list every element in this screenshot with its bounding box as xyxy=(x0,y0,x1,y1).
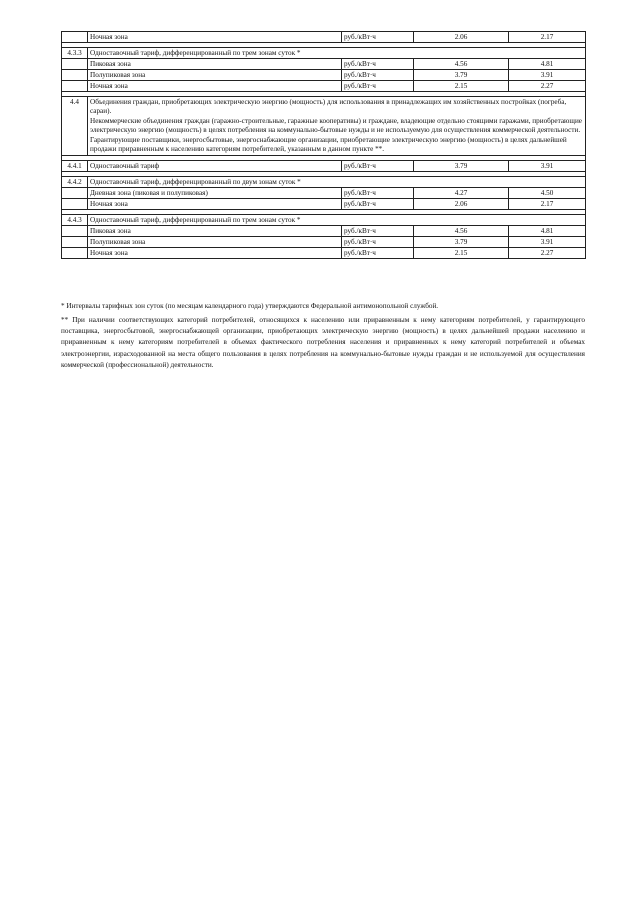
row-value-first-half: 3.79 xyxy=(414,161,509,172)
row-number xyxy=(62,70,88,81)
tariff-table xyxy=(61,31,586,259)
row-description: Одноставочный тариф xyxy=(88,161,342,172)
row-value-second-half: 2.17 xyxy=(509,32,586,43)
row-value-first-half: 3.79 xyxy=(414,237,509,248)
row-number xyxy=(62,226,88,237)
row-description: Одноставочный тариф, дифференцированный по трем зонам суток * xyxy=(88,215,586,226)
row-value-second-half: 3.91 xyxy=(509,70,586,81)
table-row xyxy=(62,237,586,248)
group-paragraph: Объединения граждан, приобретающих электрическую энергию (мощность) для использования в принадлежащих им хозяйственных постройках (погреба, сараи). xyxy=(90,97,567,115)
row-value-second-half: 2.27 xyxy=(509,248,586,259)
row-description: Ночная зона xyxy=(88,81,342,92)
row-number xyxy=(62,59,88,70)
table-row xyxy=(62,81,586,92)
row-description: Одноставочный тариф, дифференцированный по двум зонам суток * xyxy=(88,177,586,188)
row-value-first-half: 2.06 xyxy=(414,32,509,43)
row-value-first-half: 4.56 xyxy=(414,226,509,237)
row-description: Дневная зона (пиковая и полупиковая) xyxy=(88,188,342,199)
row-unit: руб./кВт·ч xyxy=(342,237,414,248)
row-unit: руб./кВт·ч xyxy=(342,59,414,70)
row-number xyxy=(62,237,88,248)
row-number: 4.4.1 xyxy=(62,161,88,172)
table-row xyxy=(62,97,586,156)
row-description: Ночная зона xyxy=(88,199,342,210)
footnote-zones: * Интервалы тарифных зон суток (по месяцам календарного года) утверждаются Федеральной антимонопольной службой. xyxy=(61,302,439,310)
row-value-first-half: 2.06 xyxy=(414,199,509,210)
table-row xyxy=(62,188,586,199)
row-value-second-half: 2.17 xyxy=(509,199,586,210)
row-value-first-half: 4.56 xyxy=(414,59,509,70)
row-value-first-half: 2.15 xyxy=(414,81,509,92)
row-description: Ночная зона xyxy=(88,32,342,43)
row-value-second-half: 4.50 xyxy=(509,188,586,199)
table-row xyxy=(62,226,586,237)
row-unit: руб./кВт·ч xyxy=(342,81,414,92)
group-paragraph: Некоммерческие объединения граждан (гаражно-строительные, гаражные кооперативы) и граждане, владеющие отдельно стоящими гаражами, приобретающие электрическую энергию (мощность) в целях потребления на коммунально-бытовые нужды и не используемую для осуществления коммерческой деятельности. xyxy=(90,116,582,134)
row-number xyxy=(62,81,88,92)
row-value-first-half: 2.15 xyxy=(414,248,509,259)
row-description: Пиковая зона xyxy=(88,59,342,70)
group-paragraph: Гарантирующие поставщики, энергосбытовые, энергоснабжающие организации, приобретающие электрическую энергию (мощность) в целях дальнейшей продажи приравненным к населению категориям потребителей, указанным в данном пункте **. xyxy=(90,135,567,153)
row-unit: руб./кВт·ч xyxy=(342,226,414,237)
group-description xyxy=(88,97,586,156)
table-row xyxy=(62,215,586,226)
row-number xyxy=(62,188,88,199)
table-row xyxy=(62,32,586,43)
row-description: Полупиковая зона xyxy=(88,70,342,81)
row-unit: руб./кВт·ч xyxy=(342,70,414,81)
footnotes xyxy=(61,301,585,374)
table-row xyxy=(62,48,586,59)
row-value-second-half: 4.81 xyxy=(509,59,586,70)
row-unit: руб./кВт·ч xyxy=(342,188,414,199)
row-unit: руб./кВт·ч xyxy=(342,161,414,172)
row-unit: руб./кВт·ч xyxy=(342,32,414,43)
row-description: Пиковая зона xyxy=(88,226,342,237)
row-number xyxy=(62,32,88,43)
row-number: 4.4.2 xyxy=(62,177,88,188)
table-row xyxy=(62,177,586,188)
table-row xyxy=(62,248,586,259)
footnote-consumers: ** При наличии соответствующих категорий потребителей, относящихся к населению или приравненным к нему категориям потребителей, у гарантирующего поставщика, энергосбытовой, энергоснабжающей организации, приобретающих электрическую энергию (мощность) в целях дальнейшей продажи населению и приравненным к нему категориям потребителей в объемах фактического потребления населения и приравненных к нему категорий потребителей и объемах электроэнергии, израсходованной на места общего пользования в целях потребления на коммунально-бытовые нужды граждан и не используемой для осуществления коммерческой (профессиональной) деятельности. xyxy=(61,316,585,369)
row-value-first-half: 3.79 xyxy=(414,70,509,81)
table-row xyxy=(62,161,586,172)
row-description: Одноставочный тариф, дифференцированный по трем зонам суток * xyxy=(88,48,586,59)
row-number: 4.3.3 xyxy=(62,48,88,59)
row-description: Полупиковая зона xyxy=(88,237,342,248)
table-row xyxy=(62,59,586,70)
row-value-second-half: 4.81 xyxy=(509,226,586,237)
row-number: 4.4 xyxy=(62,97,88,156)
row-value-second-half: 2.27 xyxy=(509,81,586,92)
row-number xyxy=(62,248,88,259)
row-unit: руб./кВт·ч xyxy=(342,248,414,259)
row-number: 4.4.3 xyxy=(62,215,88,226)
row-number xyxy=(62,199,88,210)
row-value-first-half: 4.27 xyxy=(414,188,509,199)
row-value-second-half: 3.91 xyxy=(509,237,586,248)
row-unit: руб./кВт·ч xyxy=(342,199,414,210)
table-row xyxy=(62,199,586,210)
row-description: Ночная зона xyxy=(88,248,342,259)
row-value-second-half: 3.91 xyxy=(509,161,586,172)
table-row xyxy=(62,70,586,81)
